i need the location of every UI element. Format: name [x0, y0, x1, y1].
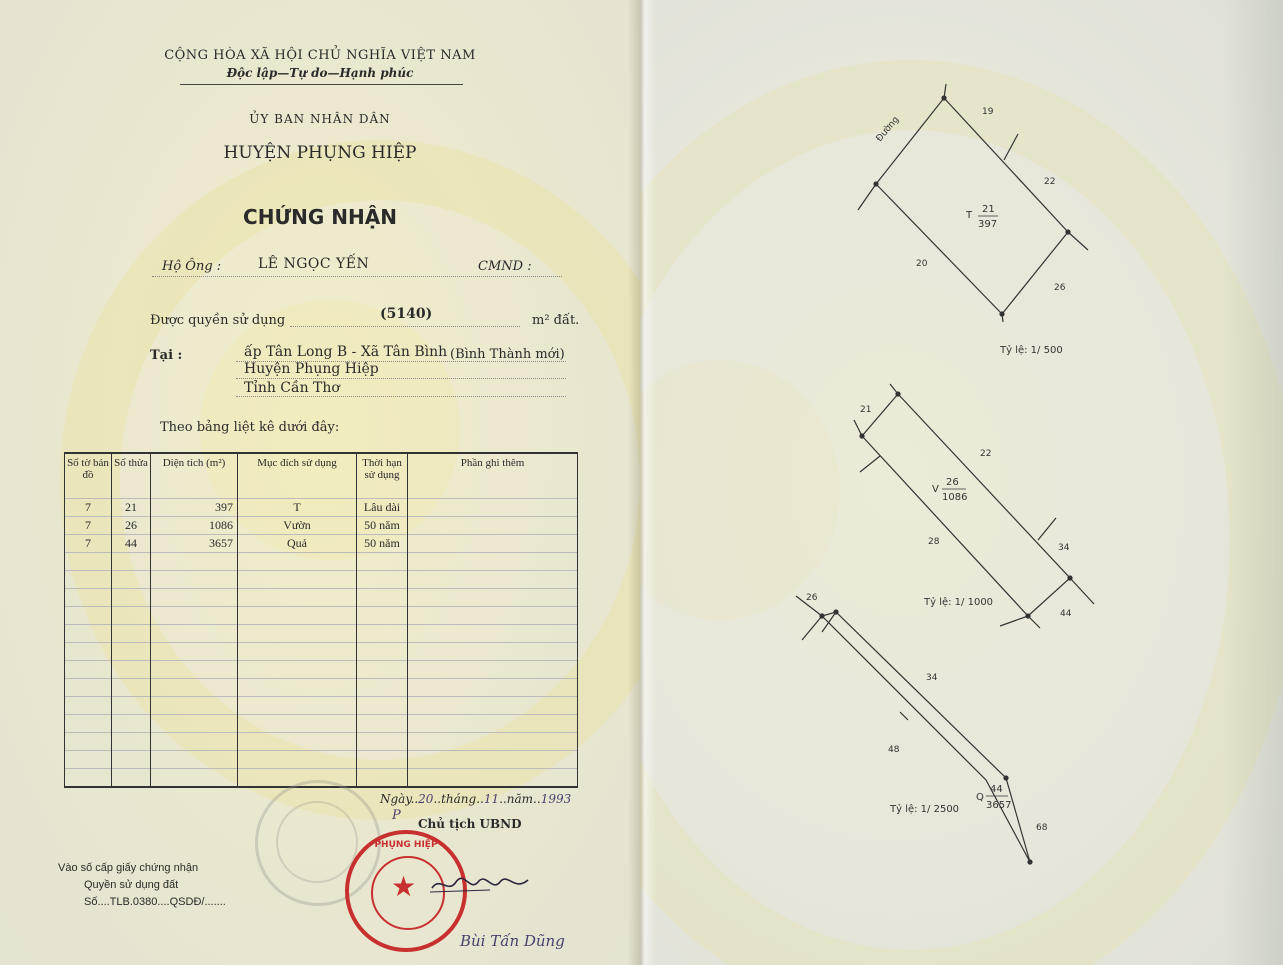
neighbor-20: 20 [916, 259, 928, 269]
date-year: 1993 [540, 792, 572, 806]
chairman-mark: P [392, 808, 401, 823]
cell-term: 50 năm [357, 517, 408, 535]
scale-1: Tỷ lệ: 1/ 500 [1000, 345, 1063, 356]
cell-purpose: Vườn [238, 517, 357, 535]
header-term: Thời hạn sử dụng [357, 453, 408, 499]
cell-term: Lâu dài [357, 499, 408, 517]
location-line2: Huyện Phụng Hiệp [244, 361, 379, 377]
header-parcel-no: Số thửa [112, 453, 151, 499]
area-unit: m² đất. [532, 313, 580, 328]
parcel-code-3: Q [976, 792, 984, 803]
road-label: Đường [874, 114, 902, 144]
document-title: CHỨNG NHẬN [243, 205, 397, 229]
cell-parcel-no: 44 [112, 535, 151, 553]
cell-term: 50 năm [357, 535, 408, 553]
neighbor-34b: 34 [926, 673, 938, 683]
neighbor-19: 19 [982, 107, 994, 117]
cell-area: 397 [151, 499, 238, 517]
location-note: (Bình Thành mới) [450, 347, 565, 362]
location-line3: Tỉnh Cần Thơ [244, 380, 340, 396]
location-line1: ấp Tân Long B - Xã Tân Bình [244, 344, 448, 360]
owner-label: Hộ Ông : [162, 259, 222, 274]
cell-purpose: T [238, 499, 357, 517]
scale-2: Tỷ lệ: 1/ 1000 [924, 597, 994, 608]
owner-name: LÊ NGỌC YẾN [258, 256, 370, 272]
district-name: HUYỆN PHỤNG HIỆP [223, 143, 417, 163]
cell-area: 3657 [151, 535, 238, 553]
parcel-number-1: 21 [982, 204, 995, 215]
cell-parcel-no: 21 [112, 499, 151, 517]
area-label: Được quyền sử dụng [150, 313, 286, 328]
cell-parcel-no: 26 [112, 517, 151, 535]
registry-line3: Số....TLB.0380....QSDĐ/....... [84, 896, 226, 908]
neighbor-22b: 22 [980, 449, 992, 459]
date-month: 11 [483, 792, 500, 806]
date-day: 20 [418, 792, 434, 806]
neighbor-48: 48 [888, 745, 900, 755]
neighbor-34: 34 [1058, 543, 1070, 553]
date-day-label: Ngày [380, 792, 411, 806]
parcel-number-3: 44 [990, 784, 1003, 795]
date-line: Ngày..20..tháng..11..năm..1993 [380, 792, 572, 806]
signer-name: Bùi Tấn Dũng [460, 932, 565, 950]
scale-3: Tỷ lệ: 1/ 2500 [890, 804, 960, 815]
neighbor-21: 21 [860, 405, 872, 415]
date-month-label: tháng [441, 792, 477, 806]
parcel-code-2: V [932, 484, 939, 495]
neighbor-44: 44 [1060, 609, 1072, 619]
id-label: CMND : [478, 259, 532, 274]
header-map-no: Số tờ bản đồ [65, 453, 112, 499]
neighbor-26: 26 [1054, 283, 1066, 293]
parcel-area-2: 1086 [942, 492, 968, 503]
parcel-code-1: T [966, 210, 973, 221]
stamp-text: PHỤNG HIỆP [374, 840, 438, 850]
header-area: Diện tích (m²) [151, 453, 238, 499]
cell-purpose: Quả [238, 535, 357, 553]
committee-label: ỦY BAN NHÂN DÂN [249, 112, 391, 126]
country-name: CỘNG HÒA XÃ HỘI CHỦ NGHĨA VIỆT NAM [164, 48, 476, 63]
parcel-outline-21 [876, 98, 1068, 314]
cell-area: 1086 [151, 517, 238, 535]
header-notes: Phần ghi thêm [408, 453, 578, 499]
chairman-title: Chủ tịch UBND [418, 817, 522, 831]
cell-map-no: 7 [65, 535, 112, 553]
cell-map-no: 7 [65, 517, 112, 535]
parcel-outline-26 [862, 394, 1070, 616]
registry-line2: Quyền sử dụng đất [84, 879, 179, 891]
list-intro: Theo bảng liệt kê dưới đây: [160, 420, 340, 435]
neighbor-26b: 26 [806, 593, 818, 603]
star-icon: ★ [391, 870, 417, 903]
header-purpose: Mục đích sử dụng [238, 453, 357, 499]
parcel-area-1: 397 [978, 219, 998, 230]
neighbor-22: 22 [1044, 177, 1056, 187]
area-value: (5140) [380, 306, 433, 322]
parcel-outline-44 [822, 612, 1030, 862]
parcel-number-2: 26 [946, 477, 959, 488]
parcel-area-3: 3657 [986, 800, 1012, 811]
neighbor-68: 68 [1036, 823, 1048, 833]
parcel-map-3 [796, 596, 1032, 864]
location-label: Tại : [150, 348, 183, 363]
date-year-label: năm [506, 792, 534, 806]
neighbor-28: 28 [928, 537, 940, 547]
parcel-map-2 [854, 384, 1094, 628]
cell-map-no: 7 [65, 499, 112, 517]
registry-line1: Vào số cấp giấy chứng nhận [58, 862, 199, 874]
motto: Độc lập—Tự do—Hạnh phúc [226, 66, 414, 80]
